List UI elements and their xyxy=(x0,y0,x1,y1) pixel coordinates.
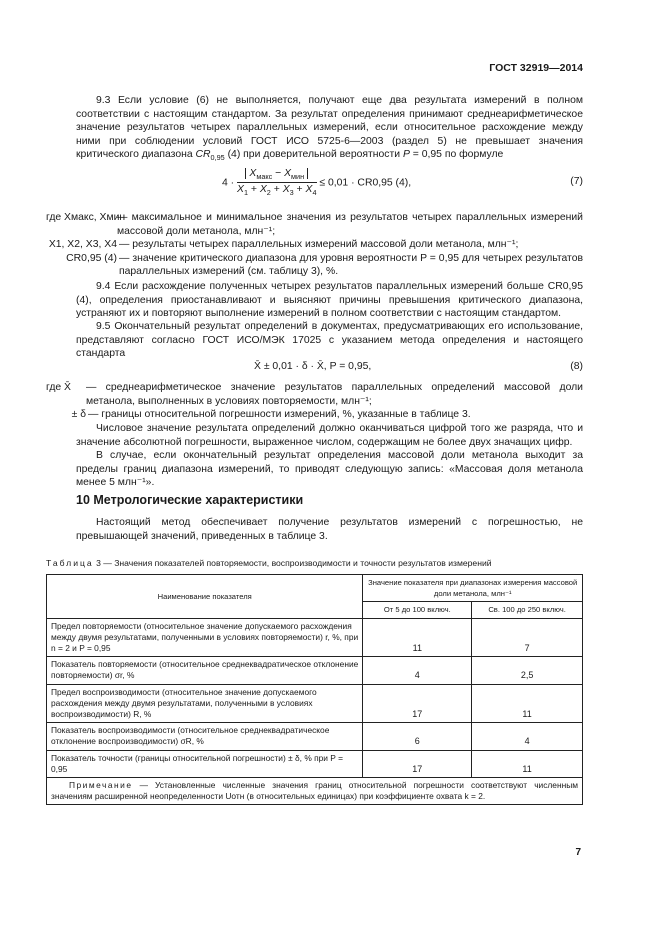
row-label: Предел воспроизводимости (относительное значение допускаемого расхождения между двумя результатами, полученными в условиях воспроизводимости) R, % xyxy=(47,684,363,723)
table-row xyxy=(47,750,583,777)
row-label: Показатель воспроизводимости (относительное среднеквадратическое отклонение воспроизводимости) σR, % xyxy=(47,723,363,750)
row-label: Предел повторяемости (относительное значение допускаемого расхождения между двумя результатами, полученными в условиях повторяемости) r, %, при n = 2 и P = 0,95 xyxy=(47,618,363,657)
definition-term: CR0,95 (4) xyxy=(66,252,117,264)
formula-8-expr: X̄ ± 0,01 · δ · X̄, P = 0,95, xyxy=(254,361,372,372)
formula-7-definitions xyxy=(46,211,583,279)
table-row xyxy=(47,657,583,684)
note-text: — Установленные численные значения границ относительной погрешности соответствуют численным значениям расширенной неопределенности Uотн (в относительных единицах) при коэффициенте охвата k = 2. xyxy=(51,780,578,802)
caption-text: 3 — Значения показателей повторяемости, воспроизводимости и точности результатов измерений xyxy=(96,558,492,568)
page-number: 7 xyxy=(575,847,581,858)
section-9-4-text: 9.4 Если расхождение полученных четырех результатов параллельных измерений больше CR0,95 (4), определения приостанавливают и выясняют причины превышения критического диапазона, устраняют их и повторяют выполнение измерений в полном соответствии с настоящим стандартом. xyxy=(76,281,583,320)
section-9-5 xyxy=(76,320,583,361)
definition-text: — результаты четырех параллельных измерений массовой доли метанола, млн⁻¹; xyxy=(119,239,519,251)
section-9-3-tail: (4) при доверительной вероятности xyxy=(227,149,401,161)
row-value-a: 4 xyxy=(363,657,472,684)
table-header-name: Наименование показателя xyxy=(47,575,363,619)
section-9-3-text: 9.3 Если условие (6) не выполняется, получают еще два результата измерений в полном соответствии с настоящим стандартом. За результат определения принимают среднеарифметическое значение результатов четырех параллельных измерений, если относительное расхождение между ними при соблюдении условий ГОСТ ИСО 5725-6—2003 (раздел 5) не превышает значения критического диапазона xyxy=(76,95,583,161)
section-9-3-tail2: = 0,95 по формуле xyxy=(412,149,504,161)
definition-row xyxy=(46,238,583,252)
definition-row xyxy=(46,252,583,279)
standard-code-header: ГОСТ 32919—2014 xyxy=(489,62,583,74)
section-9-5-text: 9.5 Окончательный результат определений в документах, предусматривающих его использование, представляют согласно ГОСТ ИСО/МЭК 17025 с указанием метода определения и настоящего стандарта xyxy=(76,321,583,360)
formula-7-coef: 4 · xyxy=(222,177,235,189)
definition-term: ± δ xyxy=(71,409,86,421)
section-10-text: Настоящий метод обеспечивает получение результатов измерений с погрешностью, не превышающей значений, приведенных в таблице 3. xyxy=(76,517,583,542)
row-value-a: 17 xyxy=(363,684,472,723)
rounding-paragraph xyxy=(76,422,583,449)
table-row xyxy=(47,618,583,657)
table-note-row xyxy=(47,778,583,805)
table-header-range-b: Св. 100 до 250 включ. xyxy=(472,602,583,618)
section-10-title: 10 Метрологические характеристики xyxy=(76,493,304,507)
definition-row xyxy=(46,211,583,238)
definition-text: — среднеарифметическое значение результатов параллельных определений массовой доли метанола, выполненных в условиях повторяемости, млн⁻¹; xyxy=(86,382,583,407)
section-10 xyxy=(76,516,583,543)
formula-7-number: (7) xyxy=(570,176,583,187)
caption-label: Таблица xyxy=(46,558,94,568)
formula-7-fraction: $\frac{X_{макс} - X_{мин}}{X_1 + X_2 + X_3 + X_4}$ xyxy=(237,168,317,198)
definition-row xyxy=(46,381,583,408)
table-row xyxy=(47,723,583,750)
row-value-b: 7 xyxy=(472,618,583,657)
table-note xyxy=(47,778,583,805)
definition-text: — значение критического диапазона для уровня вероятности P = 0,95 для четырех результатов параллельных измерений (см. таблицу 3), %. xyxy=(119,252,583,278)
row-value-b: 11 xyxy=(472,684,583,723)
row-value-a: 17 xyxy=(363,750,472,777)
row-value-a: 6 xyxy=(363,723,472,750)
table-header-range-a: От 5 до 100 включ. xyxy=(363,602,472,618)
table-3-caption xyxy=(46,558,492,568)
row-label: Показатель повторяемости (относительное среднеквадратическое отклонение повторяемости) σr, % xyxy=(47,657,363,684)
formula-7-rhs: ≤ 0,01 · CR0,95 (4), xyxy=(319,177,412,189)
formula-8-number: (8) xyxy=(570,361,583,372)
row-label: Показатель точности (границы относительной погрешности) ± δ, % при P = 0,95 xyxy=(47,750,363,777)
out-of-range-text: В случае, если окончательный результат определения массовой доли метанола выходит за пределы границ диапазона измерений, то приводят следующую запись: «Массовая доля метанола менее 5 млн⁻¹». xyxy=(76,450,583,489)
definition-row xyxy=(46,408,583,422)
table-row xyxy=(47,684,583,723)
rounding-text: Числовое значение результата определений должно оканчиваться цифрой того же разряда, что и значение абсолютной погрешности, выраженное числом, содержащим не более двух значащих цифр. xyxy=(76,423,583,448)
section-9-3: 9.3 Если условие (6) не выполняется, получают еще два результата измерений в полном соответствии с настоящим стандартом. За результат определения принимают среднеарифметическое значение результатов четырех параллельных измерений, если относительное расхождение между ними при соблюдении условий ГОСТ ИСО 5725-6—2003 (раздел 5) не превышает значения критического диапазона $CR_{0,95}$ (4) при доверительной вероятности P = 0,95 по формуле xyxy=(76,95,583,163)
section-9-4 xyxy=(76,280,583,321)
formula-8-definitions xyxy=(46,381,583,422)
row-value-b: 2,5 xyxy=(472,657,583,684)
note-label: Примечание xyxy=(69,780,133,791)
definition-text: — границы относительной погрешности измерений, %, указанные в таблице 3. xyxy=(88,409,471,421)
table-3 xyxy=(46,574,583,805)
out-of-range-paragraph xyxy=(76,449,583,490)
definition-term: где X̄ xyxy=(46,382,71,393)
definition-text: — максимальное и минимальное значения из результатов четырех параллельных измерений массовой доли метанола, млн⁻¹; xyxy=(117,212,583,237)
row-value-b: 4 xyxy=(472,723,583,750)
definition-term: X1, X2, X3, X4 xyxy=(48,239,117,251)
row-value-a: 11 xyxy=(363,618,472,657)
formula-7 xyxy=(76,168,583,208)
table-header-group: Значение показателя при диапазонах измерения массовой доли метанола, млн⁻¹ xyxy=(363,575,583,602)
row-value-b: 11 xyxy=(472,750,583,777)
formula-8 xyxy=(76,361,583,375)
definition-term: где Xмакс, Xмин xyxy=(46,212,126,223)
